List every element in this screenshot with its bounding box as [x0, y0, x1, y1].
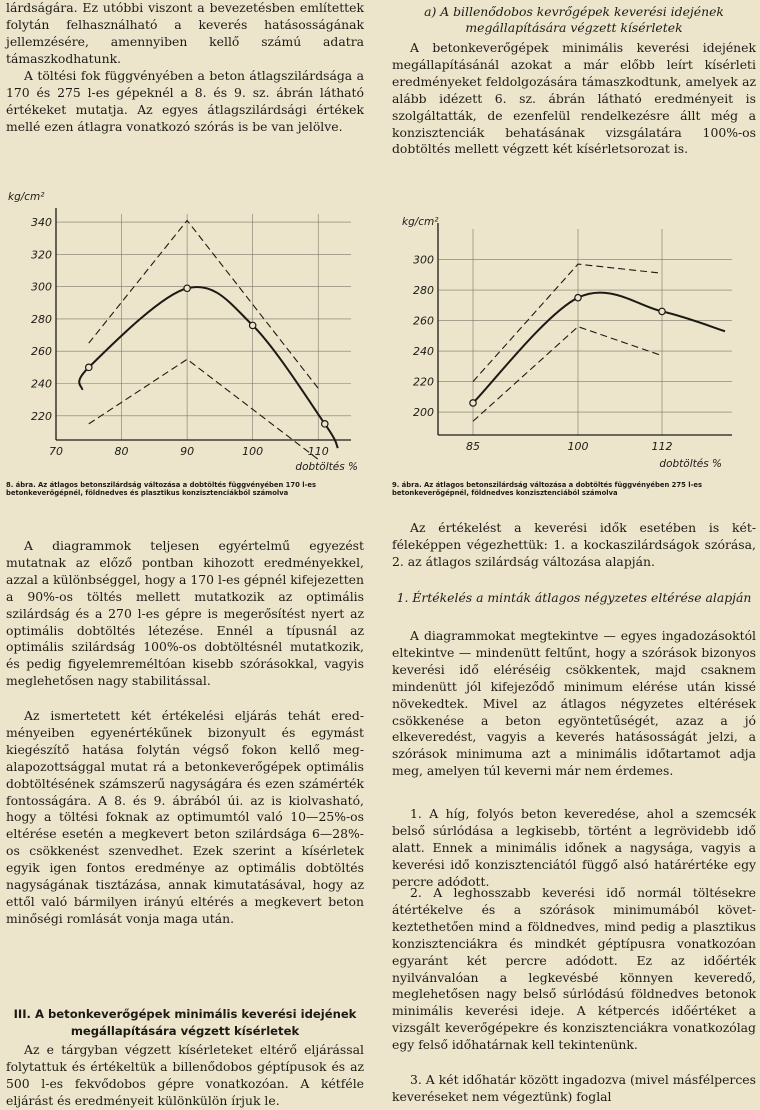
- y-tick-label: 260: [31, 345, 52, 359]
- y-axis-label: kg/cm²: [402, 216, 439, 228]
- paragraph: A betonkeverőgépek minimális keverési idejének megállapításánál azokat a már előbb leírt kísérleti eredményeket feldolgozására támaszkodtunk, amelyek az alább idézett 6. sz. ábrán látható eredményeit is szolgáltatták, de ezenfelül rendelkezésre állt még a konzisztenciák behatásának vizsgálatára 100%-os dobtöltés mellett végzett két kísérletsorozat is.: [392, 40, 756, 157]
- x-tick-label: 100: [567, 440, 589, 453]
- figure-8-chart: [6, 180, 362, 476]
- paragraph: Az e tárgyban végzett kísérleteket eltérő eljárással folytattuk és értékeltük a billenődobos géptípusok és az 500 l-es fekvődobos gépre vonatkozóan. A kétféle eljárást és eredményeit különkülön írjuk le.: [6, 1042, 364, 1108]
- series-upper-line: [473, 264, 662, 381]
- paragraph: 1. A híg, folyós beton keveredése, ahol a szemcsék belső súrlódása a legkisebb, történt a legrövidebb idő alatt. Ennek a minimális időnek a nagysága, vagyis a keverési idő konzisztenciától függő alsó határértéke egy percre adódott.: [392, 806, 756, 889]
- y-tick-label: 240: [31, 377, 52, 391]
- figure-9-caption: 9. ábra. Az átlagos betonszilárdság változása a dobtöltés függvényében 275 l-es betonkeverőgépnél, földnedves konzisztenciából számolva: [392, 481, 703, 498]
- data-point: [659, 308, 665, 314]
- data-point: [184, 285, 190, 291]
- y-tick-label: 300: [31, 280, 52, 294]
- paragraph: Az értékelést a keverési idők esetében is kétféleképpen végezhettük: 1. a kockaszilárdságok szórása, 2. az átlagos szilárdság változása alapján.: [392, 520, 756, 569]
- x-tick-label: 100: [242, 445, 264, 458]
- paragraph: A diagrammokat megtekintve — egyes ingadozásoktól eltekintve — mindenütt feltűnt, hogy a szórások bizonyos keverési idő eléréséig csökkentek, majd csaknem mindenütt jól kifejeződő minimum elérése után kissé növekedtek. Mivel az átlagos négyzetes eltérések csökkenése a beton egyöntetűségét, azaz a jó elkeveredést, vagyis a keverés hatásosságát jelzi, a szórások minimuma azt a minimális időtartamot adja meg, amelyen túl keverni már nem érdemes.: [392, 628, 756, 779]
- data-point: [470, 400, 476, 406]
- series-lower-line: [473, 327, 662, 422]
- subsection-heading: a) A billenődobos kevrőgépek keverési idejének megállapítására végzett kísérletek: [424, 4, 724, 35]
- x-axis-label: dobtöltés %: [295, 461, 358, 473]
- series-mean-curve: [473, 293, 725, 403]
- data-point: [575, 294, 581, 300]
- y-tick-label: 220: [31, 409, 52, 423]
- series-mean-curve: [79, 287, 338, 448]
- y-tick-label: 200: [413, 406, 434, 420]
- y-tick-label: 220: [413, 375, 434, 389]
- paragraph: lárdságára. Ez utóbbi viszont a bevezetésben említettek folytán felhasználható a keverés hatásosságának jellemzésére, amennyiben kellő számú adatra támaszkodhatunk.: [6, 0, 364, 66]
- figure-8-caption: 8. ábra. Az átlagos betonszilárdság változása a dobtöltés függvényében 170 l-es betonkeverőgépnél, földnedves és plasztikus konzisztenciákból számolva: [6, 481, 317, 498]
- y-axis-label: kg/cm²: [8, 191, 45, 203]
- y-tick-label: 320: [31, 248, 52, 262]
- y-tick-label: 340: [31, 216, 52, 230]
- x-tick-label: 110: [307, 445, 329, 458]
- x-tick-label: 85: [466, 440, 480, 453]
- paragraph: 3. A két időhatár között ingadozva (mivel másfélperces keveréseket nem végeztünk) foglal: [392, 1072, 756, 1104]
- subsection-heading: 1. Értékelés a minták átlagos négyzetes eltérése alapján: [396, 590, 752, 605]
- y-tick-label: 280: [31, 312, 52, 326]
- paragraph: A töltési fok függvényében a beton átlagszilárdsága a 170 és 275 l-es gépeknél a 8. és 9. sz. ábrán látható értékeket mutatja. Az egyes átlagszilárdsági értékek mellé ezen átlagra vonatkozó szórás is be van jelölve.: [6, 68, 364, 134]
- paragraph: 2. A leghosszabb keverési idő normál töltésekre átértékelve és a szórások minimumából következtethetően mind a földnedves, mind pedig a plasztikus konzisztenciákra és mindkét géptípusra vonatkozóan egyaránt két percre adódott. Ez az időérték nyilvánvalóan a legkevésbé könnyen keveredő, meglehetősen nagy belső súrlódású földnedves betonok minimális keverési ideje. A kétpercés időértéket a vizsgált keverőgépekre és konzisztenciákra vonatkozólag egy felső időhatárnak kell tekintenünk.: [392, 885, 756, 1053]
- x-tick-label: 80: [114, 445, 129, 458]
- data-point: [86, 364, 92, 370]
- y-tick-label: 240: [413, 345, 434, 359]
- x-tick-label: 112: [651, 440, 673, 453]
- paragraph: Az ismertetett két értékelési eljárás tehát eredményeiben egyenértékűnek bizonyult és egymást kiegészítő hatása folytán végső fokon kellő megalapozottsággal mutat rá a betonkeverőgépek optimális dobtöltésének számszerű nagyságára és ezen számérték fontosságára. A 8. és 9. ábrából úi. az is kiolvasható, hogy a töltési foknak az optimumtól való 10—25%-os eltérése esetén a megkevert beton szilárdsága 6—28%-os csökkenést szenvedhet. Ezek szerint a kísérletek egyik igen fontos eredménye az optimális dobtöltés nagyságának tisztázása, annak kimutatásával, hogy az ettől való bármilyen irányú eltérés a megkevert beton minőségi romlását vonja maga után.: [6, 708, 364, 926]
- data-point: [249, 322, 255, 328]
- x-axis-label: dobtöltés %: [659, 458, 722, 470]
- figure-9-chart: [392, 205, 756, 477]
- section-heading: III. A betonkeverőgépek minimális keverési idejének megállapítására végzett kísérletek: [13, 1007, 357, 1038]
- paragraph: A diagrammok teljesen egyértelmű egyezést mutatnak az előző pontban kihozott eredményekkel, azzal a különbséggel, hogy a 170 l-es gépnél kifejezetten a 90%-os töltés mellett mutatkozik az optimális szilárdság és a 270 l-es gépre is megerősítést nyert az optimális dobtöltés létezése. Ennél a típusnál az optimális szilárdság 100%-os dobtöltésnél mutatkozik, és pedig figyelemreméltóan kisebb szórásokkal, vagyis meglehetősen nagy stabilitással.: [6, 538, 364, 689]
- y-tick-label: 280: [413, 284, 434, 298]
- x-tick-label: 90: [180, 445, 195, 458]
- x-tick-label: 70: [49, 445, 63, 458]
- y-tick-label: 260: [413, 314, 434, 328]
- data-point: [322, 421, 328, 427]
- y-tick-label: 300: [413, 253, 434, 267]
